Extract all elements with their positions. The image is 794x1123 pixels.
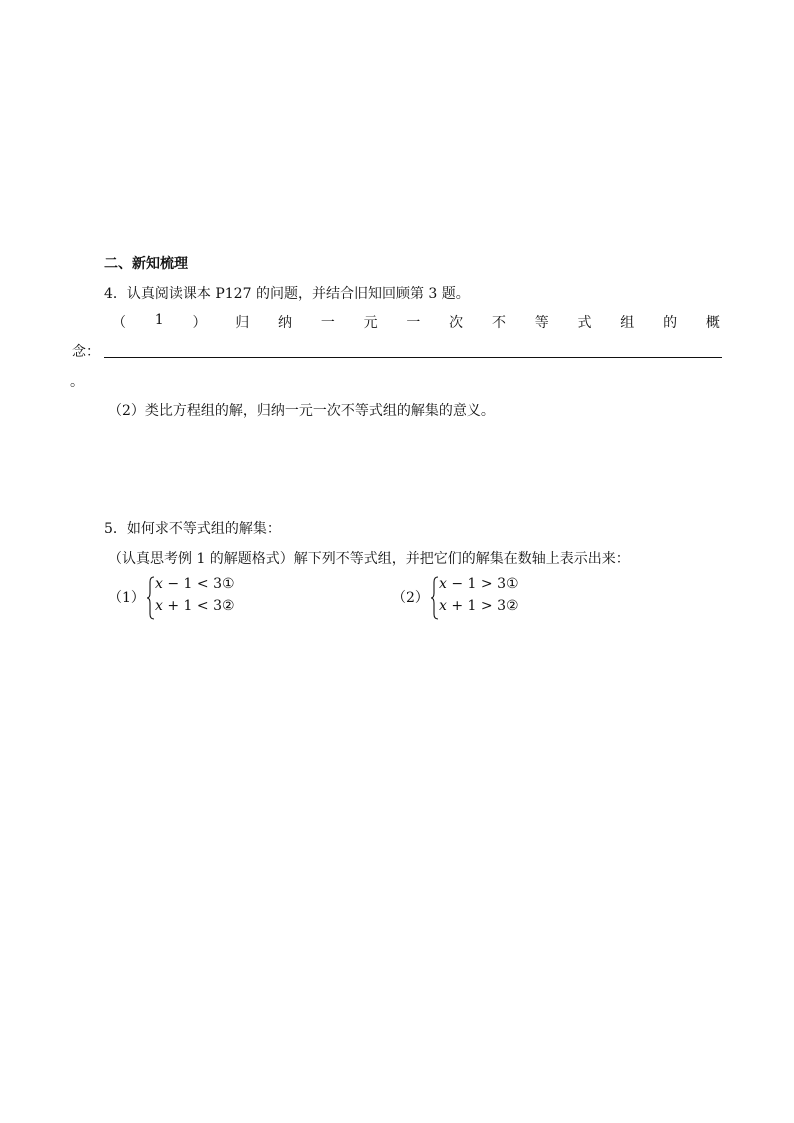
item4-q1-continuation: 念： (72, 344, 100, 360)
q1-char: 不 (491, 315, 506, 331)
inequality-2: x + 1 < 3② (155, 598, 235, 614)
system-1-label: （1） (108, 590, 145, 606)
inequality-1: x − 1 > 3① (439, 576, 519, 592)
q1-char: 概 (705, 315, 720, 331)
item5-instruction: （认真思考例 1 的解题格式）解下列不等式组，并把它们的解集在数轴上表示出来： (108, 551, 630, 567)
q1-char: 元 (363, 315, 378, 331)
q1-char: （ (112, 315, 126, 331)
inequality-system-1 (146, 576, 266, 616)
section-heading: 二、新知梳理 (104, 256, 188, 272)
item5-intro: 5．如何求不等式组的解集： (104, 521, 281, 537)
q1-char: 一 (320, 315, 335, 331)
item4-q1-end: 。 (70, 374, 84, 390)
item4-q1-line (112, 312, 720, 330)
q1-char: 纳 (278, 315, 293, 331)
left-brace-icon (430, 576, 439, 620)
q1-char: 次 (449, 315, 464, 331)
q1-char: ） (192, 315, 207, 331)
q1-char: 归 (235, 315, 250, 331)
system-2-label: （2） (392, 590, 429, 606)
left-brace-icon (146, 576, 155, 620)
inequality-1: x − 1 < 3① (155, 576, 235, 592)
inequality-2: x + 1 > 3② (439, 598, 519, 614)
q1-char: 一 (406, 315, 421, 331)
q1-char: 1 (154, 312, 164, 328)
q1-char: 的 (663, 315, 678, 331)
q1-char: 组 (620, 315, 635, 331)
answer-blank-line[interactable] (104, 357, 722, 358)
q1-char: 等 (534, 315, 549, 331)
item4-q2: （2）类比方程组的解，归纳一元一次不等式组的解集的意义。 (108, 403, 495, 419)
q1-char: 式 (577, 315, 592, 331)
inequality-system-2 (430, 576, 550, 616)
item4-intro: 4．认真阅读课本 P127 的问题，并结合旧知回顾第 3 题。 (104, 286, 470, 302)
